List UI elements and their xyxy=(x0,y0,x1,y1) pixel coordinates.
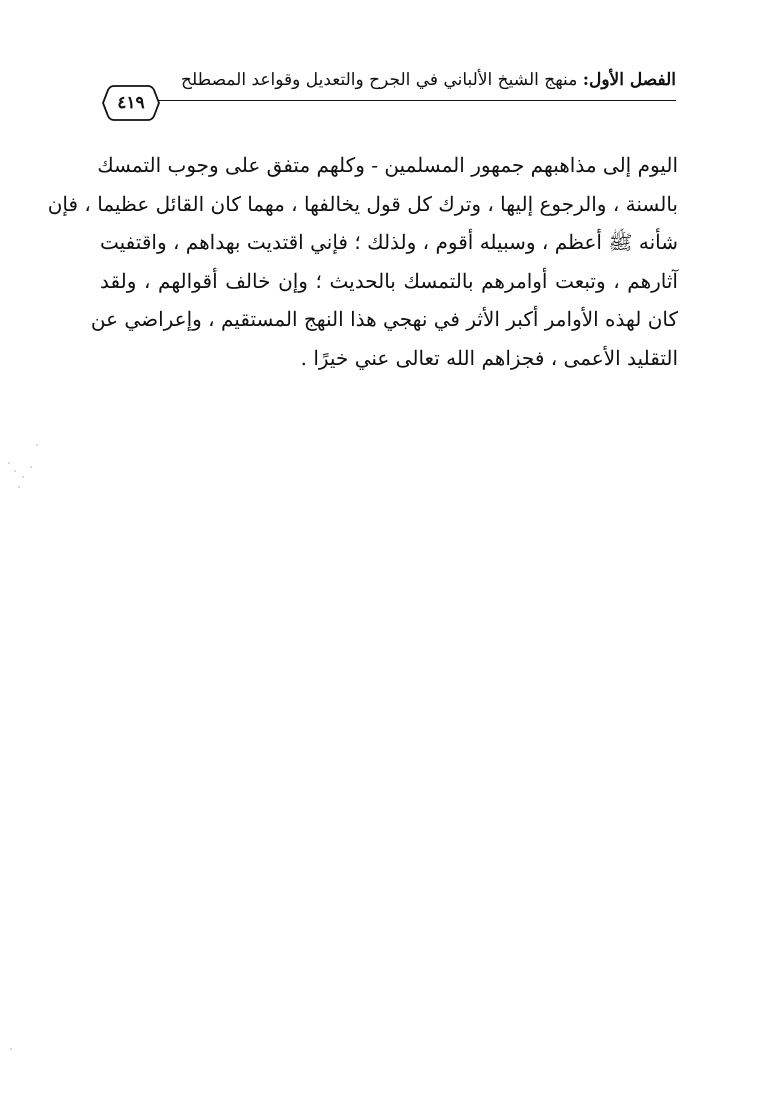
chapter-label: الفصل الأول: xyxy=(582,70,676,90)
scan-speck xyxy=(10,1048,12,1050)
body-line: التقليد الأعمى ، فجزاهم الله تعالى عني خيرًا . xyxy=(300,345,678,370)
header-rule xyxy=(158,100,676,101)
running-header xyxy=(160,68,676,92)
body-line: اليوم إلى مذاهبهم جمهور المسلمين - وكلهم متفق على وجوب التمسك xyxy=(97,153,678,177)
body-paragraph xyxy=(47,146,678,377)
page-number: ٤١٩ xyxy=(117,93,145,113)
scan-speck xyxy=(18,486,20,488)
scan-speck xyxy=(30,466,32,468)
body-line: شأنه ﷺ أعظم ، وسبيله أقوم ، ولذلك ؛ فإني اقتديت بهداهم ، واقتفيت xyxy=(100,230,678,254)
page-number-frame xyxy=(102,84,160,122)
scan-speck xyxy=(22,476,24,478)
body-line: آثارهم ، وتبعت أوامرهم بالتمسك بالحديث ؛ وإن خالف أقوالهم ، ولقد xyxy=(100,268,678,293)
body-line: بالسنة ، والرجوع إليها ، وترك كل قول يخالفها ، مهما كان القائل عظيما ، فإن xyxy=(47,191,678,216)
scan-speck xyxy=(14,470,16,472)
body-line: كان لهذه الأوامر أكبر الأثر في نهجي هذا النهج المستقيم ، وإعراضي عن xyxy=(90,307,678,331)
scan-speck xyxy=(8,462,10,464)
chapter-title: منهج الشيخ الألباني في الجرح والتعديل وقواعد المصطلح xyxy=(181,70,578,90)
scan-speck xyxy=(36,444,38,446)
